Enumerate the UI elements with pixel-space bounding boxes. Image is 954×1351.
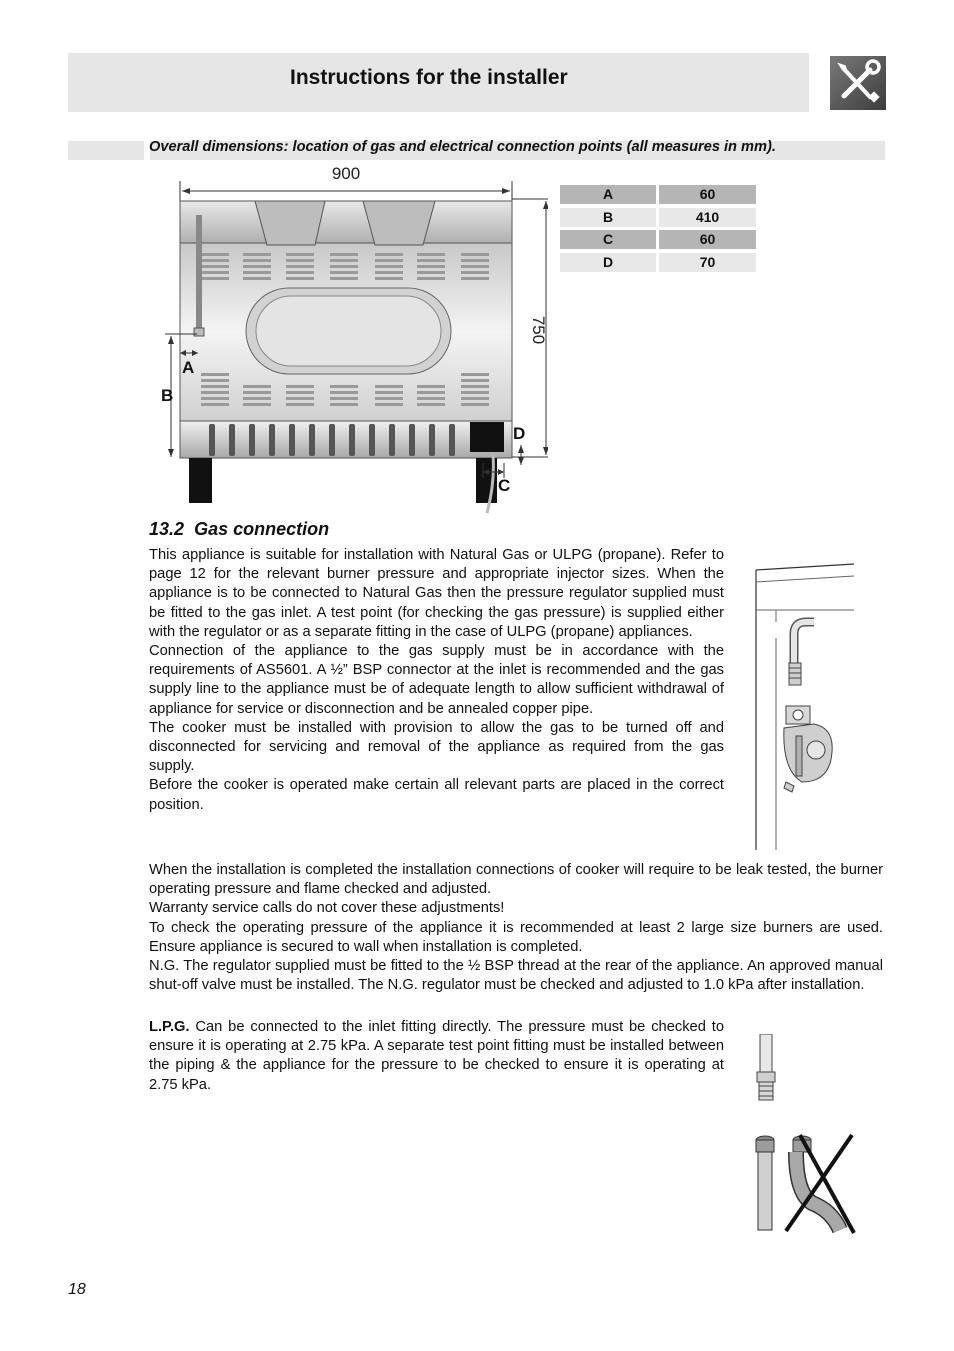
table-row [560, 230, 759, 253]
table-key: A [560, 185, 656, 204]
tools-icon [830, 56, 886, 110]
section-heading [149, 519, 329, 540]
table-value: 410 [659, 208, 756, 227]
paragraph: To check the operating pressure of the appliance it is recommended at least 2 large size burners are used. Ensure appliance is secured to wall when installation is completed. [149, 919, 883, 955]
oven-dimension-diagram [153, 163, 548, 515]
table-key: B [560, 208, 656, 227]
paragraph: The cooker must be installed with provision to allow the gas to be turned off and disconnected for servicing and removal of the appliance as required from the gas supply. [149, 719, 724, 775]
table-key: C [560, 230, 656, 249]
dimensions-table [560, 185, 759, 275]
paragraph: N.G. The regulator supplied must be fitted to the ½ BSP thread at the rear of the appliance. An approved manual shut-off valve must be installed. The N.G. regulator must be checked and adjusted to 1.0 kPa after installation. [149, 958, 883, 994]
table-row [560, 253, 759, 276]
paragraph: Warranty service calls do not cover these adjustments! [149, 900, 505, 917]
paragraph: Before the cooker is operated make certain all relevant parts are placed in the correct position. [149, 777, 724, 813]
table-key: D [560, 253, 656, 272]
lpg-body: Can be connected to the inlet fitting directly. The pressure must be checked to ensure it is operating at 2.75 kPa. A separate test point fitting must be installed between the piping & the appliance for the pressure to be checked to ensure it is operating at 2.75 kPa. [149, 1019, 724, 1093]
width-label: 900 [331, 164, 361, 183]
label-d: D [513, 424, 526, 443]
label-a: A [182, 358, 195, 377]
hose-correct-incorrect-illustration [752, 1133, 860, 1238]
paragraph: When the installation is completed the installation connections of cooker will require to be leak tested, the burner operating pressure and flame checked and adjusted. [149, 862, 883, 898]
lpg-label: L.P.G. [149, 1019, 190, 1035]
section-title: Gas connection [194, 519, 330, 539]
label-c: C [498, 476, 511, 495]
straight-pipe-illustration [752, 1034, 782, 1102]
paragraph: This appliance is suitable for installation with Natural Gas or ULPG (propane). Refer to page 12 for the relevant burner pressure and appropriate injector sizes. When the appliance is to be connected to Natural Gas then the pressure regulator supplied must be fitted to the gas inlet. A test point (for checking the gas pressure) is supplied either with the regulator or as a separate fitting in the case of ULPG (propane) appliances. [149, 547, 724, 640]
installation-text [149, 861, 883, 995]
page-number: 18 [68, 1281, 86, 1298]
table-value: 70 [659, 253, 756, 272]
gas-inlet-fitting-illustration [752, 560, 856, 850]
gas-connection-text [149, 546, 724, 815]
table-value: 60 [659, 230, 756, 249]
section-number: 13.2 [149, 519, 185, 539]
table-row [560, 185, 759, 208]
lpg-text [149, 1018, 724, 1095]
table-row [560, 208, 759, 231]
page-title: Instructions for the installer [290, 66, 568, 89]
height-label: 750 [529, 315, 548, 345]
label-b: B [161, 386, 174, 405]
paragraph: Connection of the appliance to the gas supply must be in accordance with the requirements of AS5601. A ½” BSP connector at the inlet is recommended and the gas supply line to the appliance must be of adequate length to allow sufficient withdrawal of appliance for service or disconnection and be annealed copper pipe. [149, 643, 724, 717]
table-value: 60 [659, 185, 756, 204]
figure-caption: Overall dimensions: location of gas and electrical connection points (all measures in mm). [149, 139, 776, 155]
